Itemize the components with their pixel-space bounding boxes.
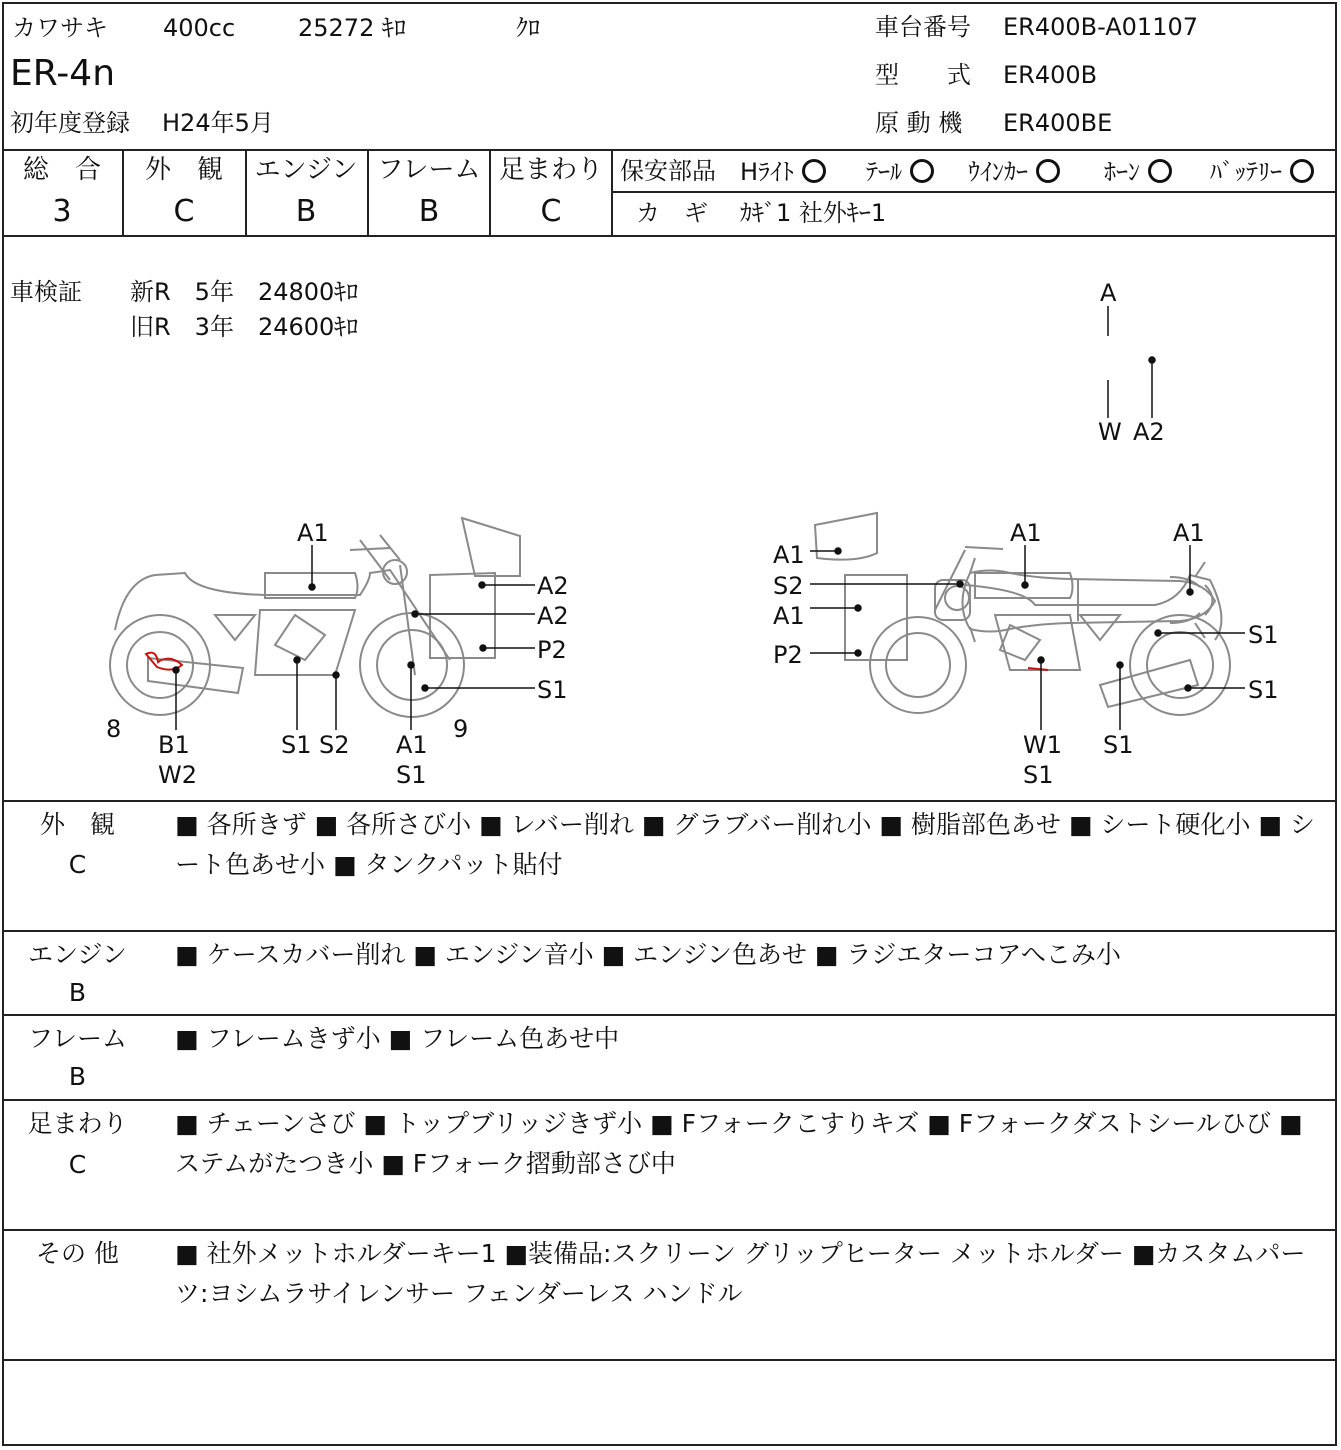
divider xyxy=(2,1099,1337,1101)
mark-label: S2 xyxy=(773,572,804,600)
key-label: カ ギ xyxy=(636,199,708,227)
remark-frame-label: フレーム xyxy=(27,1024,127,1053)
mark-label: S1 xyxy=(1023,761,1054,789)
remark-engine-grade: B xyxy=(68,978,87,1007)
grade-overall-value: 3 xyxy=(52,194,72,229)
mark-label: S1 xyxy=(396,761,427,789)
mark-label: S1 xyxy=(537,676,568,704)
safety-item-horn xyxy=(1104,159,1172,184)
mileage-note: ｸﾛ xyxy=(516,14,540,42)
type-value: ER400B xyxy=(1003,61,1098,89)
damage-diagram xyxy=(0,240,1341,800)
mark-label: A1 xyxy=(773,602,805,630)
divider xyxy=(2,1014,1337,1016)
frame-number-value: ER400B-A01107 xyxy=(1003,13,1199,41)
remark-suspension-text: ■ チェーンさび ■ トップブリッジきず小 ■ Fフォークこすりキズ ■ Fフォークダストシールひび ■ ステムがたつき小 ■ Fフォーク摺動部さび中 xyxy=(175,1109,1303,1178)
mark-label: W2 xyxy=(158,761,197,789)
left-view-sketch xyxy=(110,518,520,717)
safety-item-battery xyxy=(1210,159,1314,184)
mark-label: A1 xyxy=(1173,519,1205,547)
mark-label: S1 xyxy=(1103,731,1134,759)
inspection-label: 車検証 xyxy=(10,278,82,306)
grade-overall-label: 総 合 xyxy=(22,155,101,185)
grade-exterior-label: 外 観 xyxy=(144,155,223,185)
mark-label: S1 xyxy=(1248,621,1279,649)
mark-label: 8 xyxy=(106,715,122,743)
mark-label: S1 xyxy=(281,731,312,759)
mark-label: A2 xyxy=(537,572,569,600)
mark-label: A2 xyxy=(1133,418,1165,446)
safety-item-name: ﾃｰﾙ xyxy=(866,158,902,186)
remark-suspension-grade: C xyxy=(68,1150,87,1179)
divider xyxy=(2,149,1337,151)
frame-number-label: 車台番号 xyxy=(875,13,971,41)
ok-circle-icon xyxy=(910,159,934,183)
divider xyxy=(611,191,1337,193)
mark-label: P2 xyxy=(537,636,567,664)
engine-value: ER400BE xyxy=(1003,109,1113,137)
safety-label: 保安部品 xyxy=(620,157,716,185)
grade-engine-label: エンジン xyxy=(254,155,358,185)
safety-item-headlight xyxy=(740,159,826,184)
divider xyxy=(2,1359,1337,1361)
mark-label: W1 xyxy=(1023,731,1062,759)
mark-label: A1 xyxy=(396,731,428,759)
remark-frame-grade: B xyxy=(68,1062,87,1091)
mark-label: A1 xyxy=(773,541,805,569)
remark-suspension-label: 足まわり xyxy=(27,1109,128,1138)
mark-label: 9 xyxy=(453,715,469,743)
divider xyxy=(2,235,1337,237)
mark-label: B1 xyxy=(158,731,190,759)
remark-engine-text: ■ ケースカバー削れ ■ エンジン音小 ■ エンジン色あせ ■ ラジエターコアへこみ小 xyxy=(175,940,1121,969)
grade-engine-value: B xyxy=(295,194,317,229)
safety-item-name: ｳｲﾝｶｰ xyxy=(968,158,1028,186)
ok-circle-icon xyxy=(802,159,826,183)
model-name: ER-4n xyxy=(10,53,116,94)
mark-label: A2 xyxy=(537,602,569,630)
safety-item-winker xyxy=(968,159,1060,184)
damage-mark xyxy=(146,653,1048,670)
mark-label: A1 xyxy=(297,519,329,547)
remark-engine-label: エンジン xyxy=(28,940,127,969)
type-label: 型 式 xyxy=(875,61,971,89)
safety-item-name: ﾎｰﾝ xyxy=(1104,158,1140,186)
top-view-sketch xyxy=(935,558,1215,642)
key-value: ｶｷﾞ1 社外ｷｰ1 xyxy=(740,199,887,227)
divider xyxy=(2,800,1337,802)
grade-frame-label: フレーム xyxy=(377,155,481,185)
ok-circle-icon xyxy=(1290,159,1314,183)
mark-label: S1 xyxy=(1248,676,1279,704)
mark-label: P2 xyxy=(773,641,803,669)
grade-suspension-label: 足まわり xyxy=(498,155,603,185)
ok-circle-icon xyxy=(1148,159,1172,183)
divider xyxy=(2,930,1337,932)
safety-item-tail xyxy=(866,159,934,184)
first-registration-label: 初年度登録 xyxy=(10,109,130,137)
divider xyxy=(611,149,613,236)
displacement: 400cc xyxy=(163,14,236,42)
safety-item-name: ﾊﾞｯﾃﾘｰ xyxy=(1210,158,1282,186)
remark-exterior-grade: C xyxy=(68,850,87,879)
mileage: 25272 ｷﾛ xyxy=(298,14,406,42)
remark-other-text: ■ 社外メットホルダーキー1 ■装備品:スクリーン グリップヒーター メットホルダー ■カスタムパーツ:ヨシムラサイレンサー フェンダーレス ハンドル xyxy=(175,1239,1306,1308)
remark-exterior-text: ■ 各所きず ■ 各所さび小 ■ レバー削れ ■ グラブバー削れ小 ■ 樹脂部色あせ ■ シート硬化小 ■ シート色あせ小 ■ タンクパット貼付 xyxy=(175,810,1315,879)
safety-item-name: Hﾗｲﾄ xyxy=(740,158,795,186)
ok-circle-icon xyxy=(1036,159,1060,183)
grade-suspension-value: C xyxy=(540,194,562,229)
engine-label: 原 動 機 xyxy=(875,109,963,137)
maker: カワサキ xyxy=(12,14,108,42)
remark-exterior-label: 外 観 xyxy=(39,810,115,839)
first-registration-value: H24年5月 xyxy=(162,109,274,137)
mark-label: A1 xyxy=(1010,519,1042,547)
remark-frame-text: ■ フレームきず小 ■ フレーム色あせ中 xyxy=(175,1024,620,1053)
inspection-new: 新R 5年 24800ｷﾛ xyxy=(130,278,359,306)
divider xyxy=(2,1229,1337,1231)
mark-label: A xyxy=(1100,279,1117,307)
remark-other-label: その 他 xyxy=(36,1239,119,1268)
mark-label: S2 xyxy=(319,731,350,759)
grade-exterior-value: C xyxy=(173,194,195,229)
mark-label: W xyxy=(1098,418,1122,446)
inspection-old: 旧R 3年 24600ｷﾛ xyxy=(130,313,359,341)
grade-frame-value: B xyxy=(418,194,440,229)
